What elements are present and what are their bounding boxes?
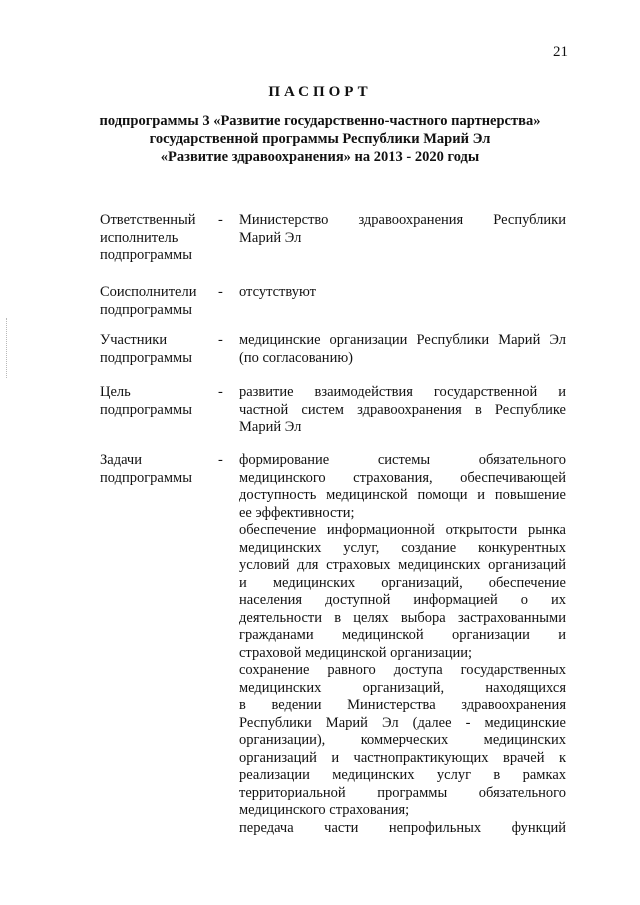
row-label [100,212,212,265]
row-label-line: подпрограммы [100,401,192,418]
row-value-line: деятельности в целях выбора застрахованными [239,609,566,626]
row-label-line: подпрограммы [100,469,192,486]
passport-row-goal [100,384,570,452]
subtitle-line: государственной программы Республики Марий Эл [149,131,491,147]
row-value-line: формирование системы обязательного [239,452,566,468]
document-subtitle [0,112,640,166]
margin-scan-mark [6,318,8,378]
row-label-line: подпрограммы [100,349,192,366]
row-dash: - [218,384,223,400]
row-value-line: Министерство здравоохранения Республики [239,212,566,228]
row-value-line: страховой медицинской организации; [239,644,473,661]
row-value-line: организации), коммерческих медицинских [239,732,566,748]
row-value-line: ее эффективности; [239,504,355,521]
row-label-line: подпрограммы [100,301,192,318]
row-label-line: Ответственный [100,212,196,228]
row-value [239,384,566,437]
row-value-line: сохранение равного доступа государственных [239,662,566,678]
row-value-line: медицинского страхования, обеспечивающей [239,469,566,486]
row-dash: - [218,284,223,300]
row-value-line: Республики Марий Эл (далее - медицинские [239,714,566,731]
row-value-line: населения доступной информацией о их [239,592,566,608]
row-value-line: реализации медицинских услуг в рамках [239,767,566,783]
row-dash: - [218,212,223,228]
row-label [100,452,212,487]
row-value-line: Марий Эл [239,419,302,435]
subtitle-line: подпрограммы 3 «Развитие государственно-частного партнерства» [99,113,541,129]
row-dash: - [218,332,223,348]
row-value-line: и медицинских организаций, обеспечение [239,574,566,591]
row-value-line: развитие взаимодействия государственной и [239,384,566,400]
row-value-line: организаций и частнопрактикующих врачей к [239,749,566,766]
passport-row-coexecutors [100,284,570,332]
row-value-line: медицинских организаций, находящихся [239,679,566,696]
row-value-line: территориальной программы обязательного [239,784,566,801]
row-label [100,284,212,319]
row-value-line: передача части непрофильных функций [239,819,566,836]
row-label-line: Соисполнители [100,284,197,300]
row-value [239,284,566,302]
row-value [239,212,566,247]
row-label-line: исполнитель [100,229,179,246]
row-value-line: Марий Эл [239,229,302,246]
row-label [100,332,212,367]
passport-table [100,212,570,837]
passport-row-tasks [100,452,570,837]
passport-row-participants [100,332,570,384]
page-number: 21 [553,44,568,60]
document-title: ПАСПОРТ [268,84,372,100]
row-label [100,384,212,419]
row-value-line: медицинских услуг, создание конкурентных [239,539,566,556]
passport-row-responsible [100,212,570,284]
row-value-line: в ведении Министерства здравоохранения [239,697,566,713]
row-value-line: отсутствуют [239,284,316,300]
row-label-line: Задачи [100,452,142,468]
row-label-line: Участники [100,332,168,348]
row-value [239,332,566,367]
row-value-line: медицинские организации Республики Марий Эл [239,332,566,348]
row-value-line: обеспечение информационной открытости рынка [239,522,566,538]
row-label-line: подпрограммы [100,247,192,263]
row-value-line: медицинского страхования; [239,802,410,818]
subtitle-line: «Развитие здравоохранения» на 2013 - 2020 годы [160,149,480,165]
row-dash: - [218,452,223,468]
row-value [239,452,566,837]
row-value-line: (по согласованию) [239,349,353,366]
row-value-line: гражданами медицинской организации и [239,627,566,643]
row-value-line: частной систем здравоохранения в Республике [239,401,566,418]
row-label-line: Цель [100,384,131,400]
row-value-line: доступность медицинской помощи и повышение [239,487,566,503]
row-value-line: условий для страховых медицинских организаций [239,557,566,573]
